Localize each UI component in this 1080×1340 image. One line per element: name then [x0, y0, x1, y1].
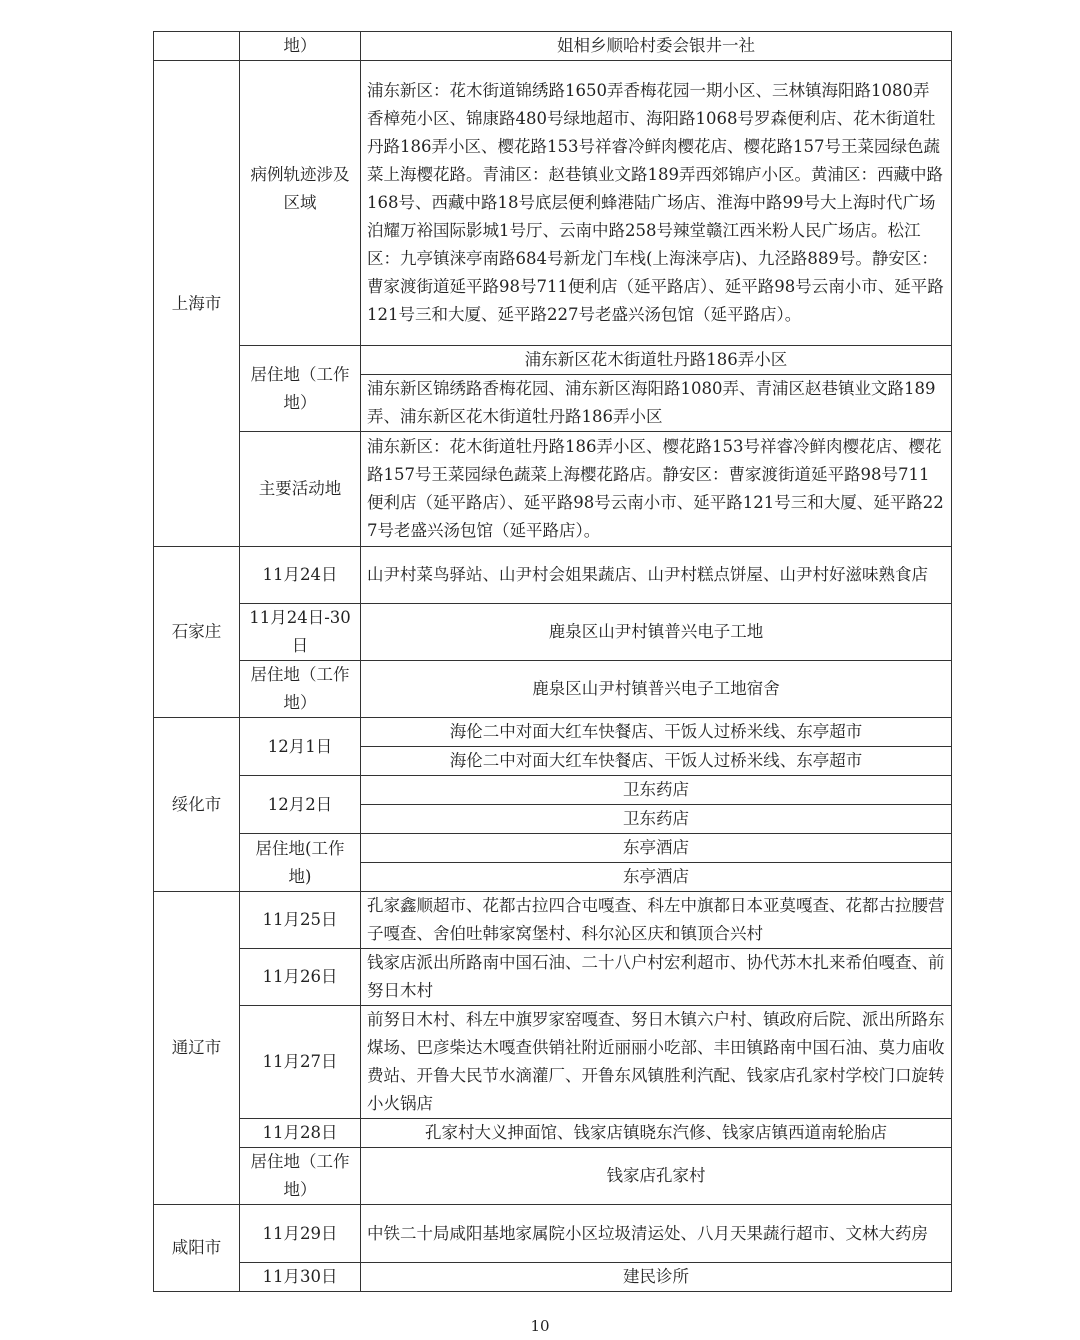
city-cell-tongliao: 通辽市: [154, 892, 240, 1205]
table-row: [154, 32, 952, 61]
city-cell-shijiazhuang: 石家庄: [154, 547, 240, 718]
type-cell: 病例轨迹涉及区域: [240, 61, 361, 346]
content-cell: 卫东药店: [361, 776, 952, 805]
type-cell: 地）: [240, 32, 361, 61]
type-cell: 11月26日: [240, 949, 361, 1006]
type-cell: 11月27日: [240, 1006, 361, 1119]
type-cell: 11月24日-30日: [240, 604, 361, 661]
content-cell: 姐相乡顺哈村委会银井一社: [361, 32, 952, 61]
content-cell: 建民诊所: [361, 1263, 952, 1292]
table-row: [154, 61, 952, 346]
table-row: [154, 1263, 952, 1292]
city-cell-xianyang: 咸阳市: [154, 1205, 240, 1292]
table-row: [154, 604, 952, 661]
content-cell: 鹿泉区山尹村镇普兴电子工地宿舍: [361, 661, 952, 718]
content-cell: 浦东新区花木街道牡丹路186弄小区: [361, 346, 952, 375]
type-cell: 居住地（工作地）: [240, 661, 361, 718]
city-cell: [154, 32, 240, 61]
page-number: 10: [530, 1317, 550, 1335]
content-cell: 海伦二中对面大红车快餐店、干饭人过桥米线、东亭超市: [361, 747, 952, 776]
type-cell: 居住地(工作地): [240, 834, 361, 892]
table-row: [154, 1119, 952, 1148]
type-cell: 11月29日: [240, 1205, 361, 1263]
case-track-table: [153, 31, 952, 1292]
type-cell: 主要活动地: [240, 432, 361, 547]
table-row: [154, 892, 952, 949]
content-cell: 孔家鑫顺超市、花都古拉四合屯嘎查、科左中旗都日本亚莫嘎查、花都古拉腰营子嘎查、舍伯吐韩家窝堡村、科尔沁区庆和镇顶合兴村: [361, 892, 952, 949]
type-cell: 居住地（工作地）: [240, 1148, 361, 1205]
content-cell: 孔家村大义抻面馆、钱家店镇晓东汽修、钱家店镇西道南轮胎店: [361, 1119, 952, 1148]
table-row: [154, 432, 952, 547]
table-row: [154, 346, 952, 375]
type-cell: 11月24日: [240, 547, 361, 604]
content-cell: 中铁二十局咸阳基地家属院小区垃圾清运处、八月天果蔬行超市、文林大药房: [361, 1205, 952, 1263]
content-cell: 钱家店孔家村: [361, 1148, 952, 1205]
content-cell: 卫东药店: [361, 805, 952, 834]
table-row: [154, 949, 952, 1006]
type-cell: 11月30日: [240, 1263, 361, 1292]
city-cell-shanghai: 上海市: [154, 61, 240, 547]
content-cell: 山尹村菜鸟驿站、山尹村会姐果蔬店、山尹村糕点饼屋、山尹村好滋味熟食店: [361, 547, 952, 604]
type-cell: 11月25日: [240, 892, 361, 949]
type-cell: 居住地（工作地）: [240, 346, 361, 432]
table-row: [154, 1205, 952, 1263]
content-cell: 鹿泉区山尹村镇普兴电子工地: [361, 604, 952, 661]
content-cell: 钱家店派出所路南中国石油、二十八户村宏利超市、协代苏木扎来希伯嘎查、前努日木村: [361, 949, 952, 1006]
table-row: [154, 718, 952, 747]
content-cell: 浦东新区：花木街道牡丹路186弄小区、樱花路153号祥睿冷鲜肉樱花店、樱花路157号王菜园绿色蔬菜上海樱花路店。静安区：曹家渡街道延平路98号711便利店（延平路店）、延平路98号云南小市、延平路121号三和大厦、延平路227号老盛兴汤包馆（延平路店）。: [361, 432, 952, 547]
type-cell: 11月28日: [240, 1119, 361, 1148]
content-cell: 东亭酒店: [361, 863, 952, 892]
content-cell: 浦东新区：花木街道锦绣路1650弄香梅花园一期小区、三林镇海阳路1080弄香樟苑小区、锦康路480号绿地超市、海阳路1068号罗森便利店、花木街道牡丹路186弄小区、樱花路153号祥睿冷鲜肉樱花店、樱花路157号王菜园绿色蔬菜上海樱花路。青浦区：赵巷镇业文路189弄西郊锦庐小区。黄浦区：西藏中路168号、西藏中路18号底层便利蜂港陆广场店、淮海中路99号大上海时代广场泊耀万裕国际影城1号厅、云南中路258号辣堂赣江西米粉人民广场店。松江区：九亭镇涞亭南路684号新龙门车栈(上海涞亭店)、九泾路889号。静安区：曹家渡街道延平路98号711便利店（延平路店）、延平路98号云南小市、延平路121号三和大厦、延平路227号老盛兴汤包馆（延平路店）。: [361, 61, 952, 346]
content-cell: 浦东新区锦绣路香梅花园、浦东新区海阳路1080弄、青浦区赵巷镇业文路189弄、浦东新区花木街道牡丹路186弄小区: [361, 375, 952, 432]
table-row: [154, 661, 952, 718]
table-row: [154, 547, 952, 604]
type-cell: 12月2日: [240, 776, 361, 834]
city-cell-suihua: 绥化市: [154, 718, 240, 892]
content-cell: 东亭酒店: [361, 834, 952, 863]
table-row: [154, 776, 952, 805]
table-row: [154, 834, 952, 863]
content-cell: 海伦二中对面大红车快餐店、干饭人过桥米线、东亭超市: [361, 718, 952, 747]
type-cell: 12月1日: [240, 718, 361, 776]
table-row: [154, 1006, 952, 1119]
table-row: [154, 1148, 952, 1205]
content-cell: 前努日木村、科左中旗罗家窑嘎查、努日木镇六户村、镇政府后院、派出所路东煤场、巴彦柴达木嘎查供销社附近丽丽小吃部、丰田镇路南中国石油、莫力庙收费站、开鲁大民节水滴灌厂、开鲁东风镇胜利汽配、钱家店孔家村学校门口旋转小火锅店: [361, 1006, 952, 1119]
